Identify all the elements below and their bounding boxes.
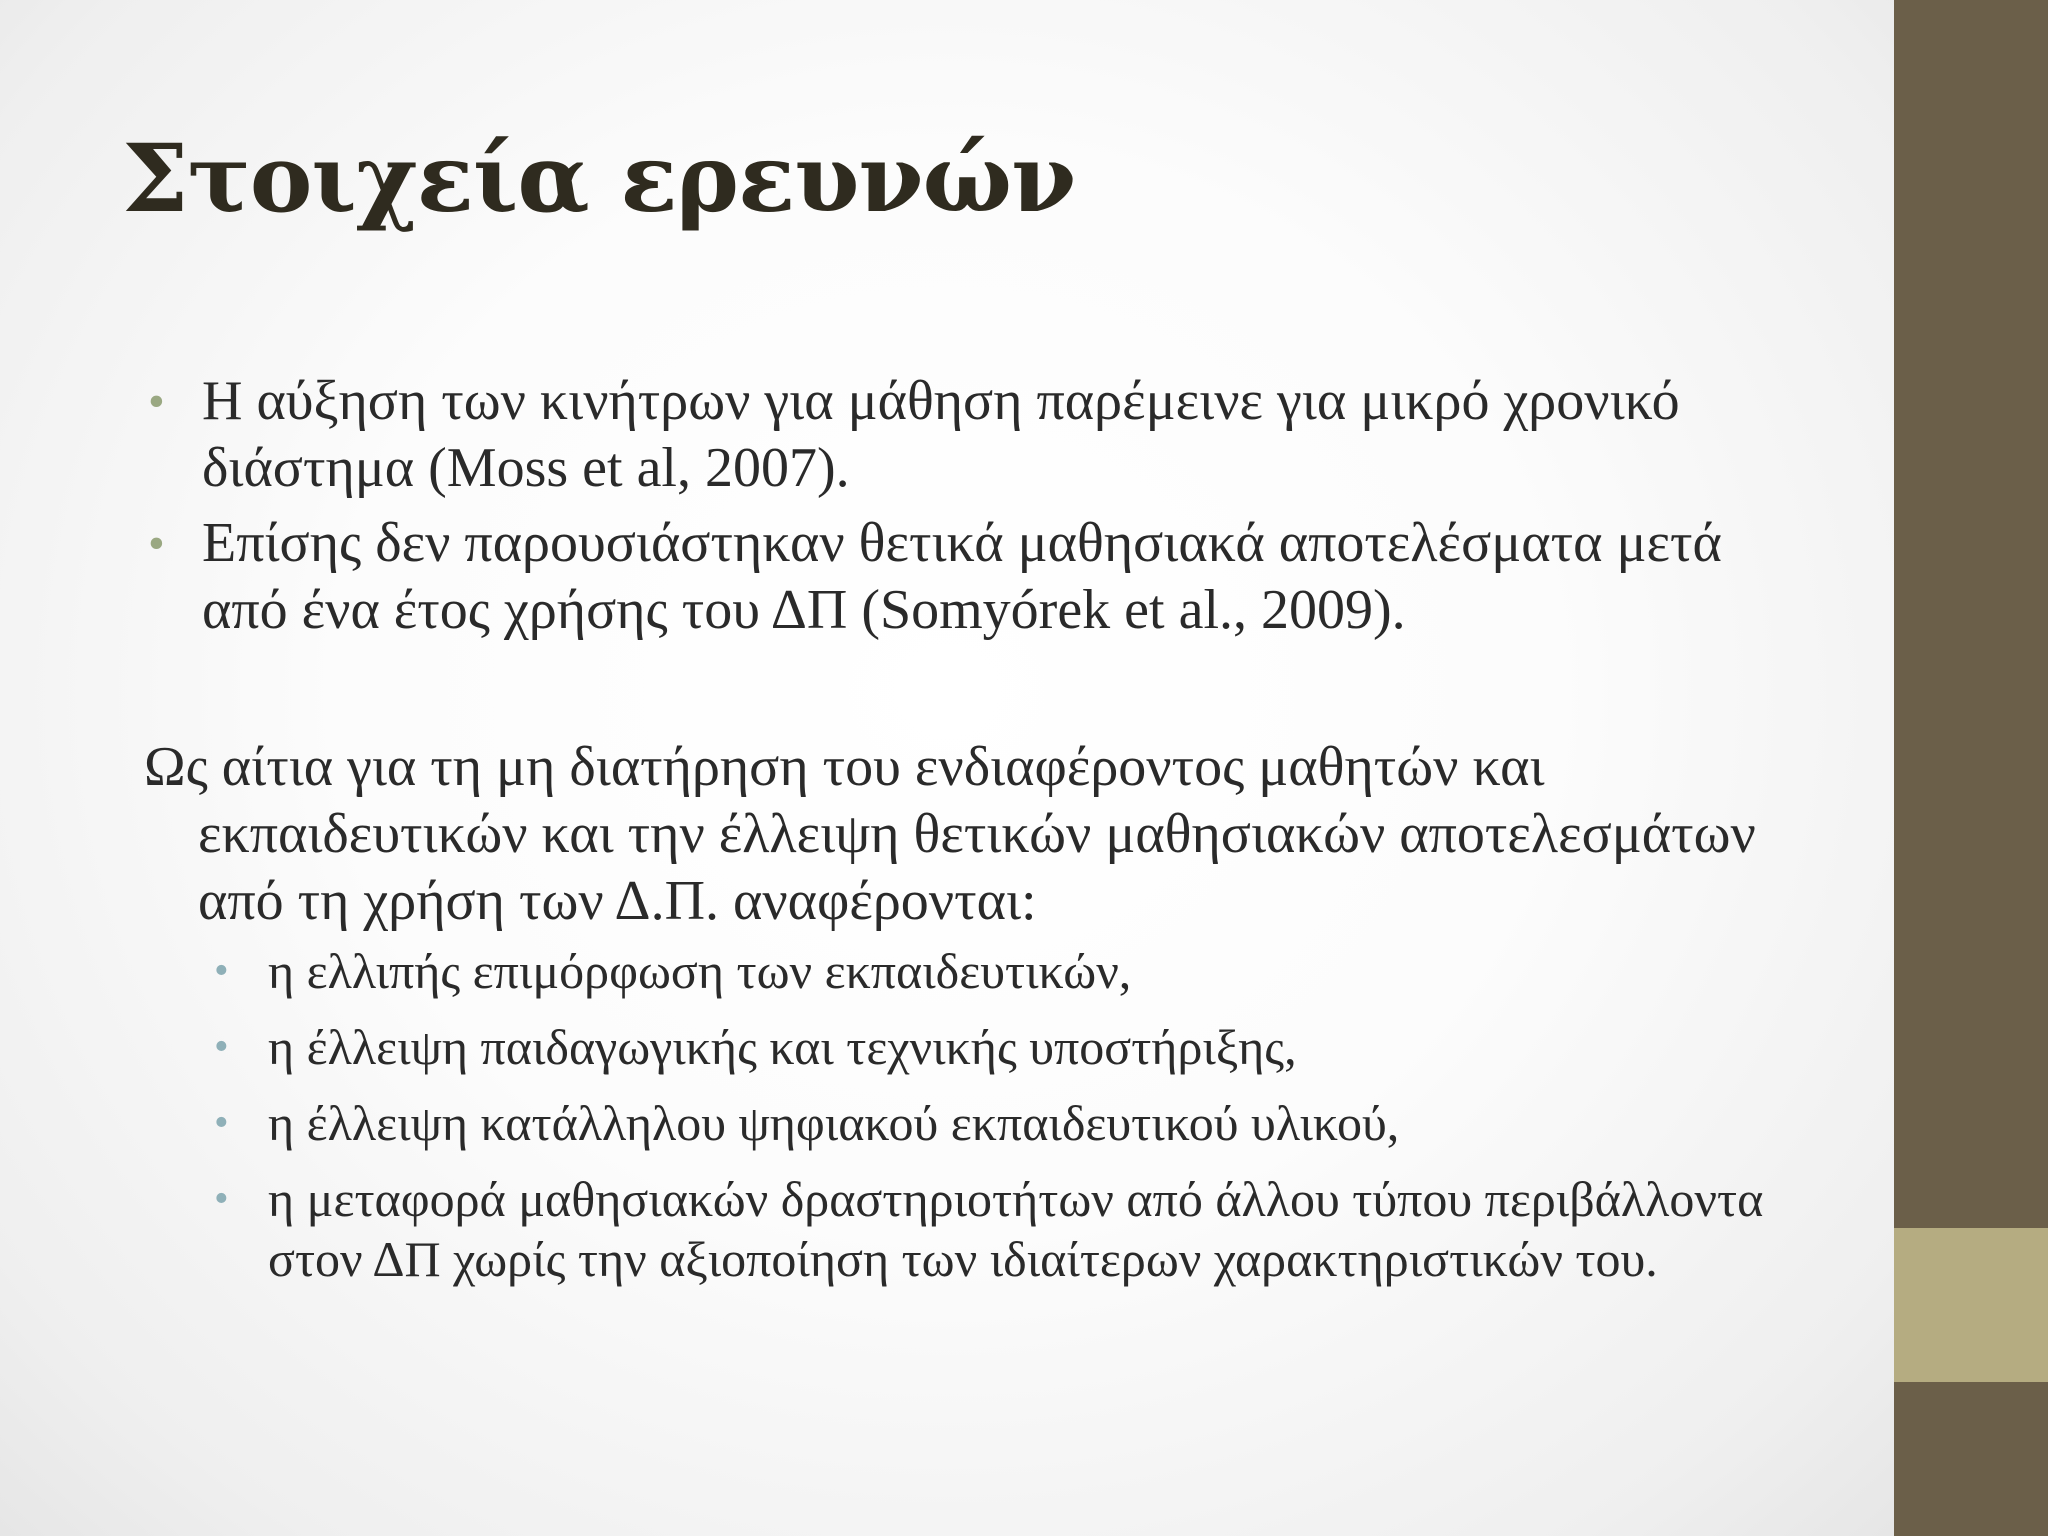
sub-bullet-marker: • — [214, 1024, 229, 1070]
side-accent-block — [1894, 1228, 2048, 1382]
sub-bullet-text: η έλλειψη κατάλληλου ψηφιακού εκπαιδευτικού υλικού, — [268, 1095, 1400, 1151]
sub-bullet-marker: • — [214, 1176, 229, 1222]
sub-bullet-item — [214, 941, 1788, 1001]
sub-bullet-text: η μεταφορά μαθησιακών δραστηριοτήτων από άλλου τύπου περιβάλλοντα στον ΔΠ χωρίς την αξιοποίηση των ιδιαίτερων χαρακτηριστικών του. — [268, 1171, 1764, 1287]
bullet-item — [148, 510, 1788, 644]
sub-bullet-item — [214, 1169, 1788, 1289]
sub-bullet-marker: • — [214, 1100, 229, 1146]
bullet-marker: • — [148, 375, 165, 428]
sub-bullet-item — [214, 1093, 1788, 1153]
sub-bullet-marker: • — [214, 948, 229, 994]
bullet-marker: • — [148, 517, 165, 570]
bullet-text: Η αύξηση των κινήτρων για μάθηση παρέμεινε για μικρό χρονικό διάστημα (Moss et al, 2007). — [202, 370, 1680, 499]
causes-list — [214, 941, 1788, 1289]
bullet-text: Επίσης δεν παρουσιάστηκαν θετικά μαθησιακά αποτελέσματα μετά από ένα έτος χρήσης του ΔΠ (Somyórek et al., 2009). — [202, 512, 1722, 641]
sub-bullet-text: η ελλιπής επιμόρφωση των εκπαιδευτικών, — [268, 943, 1132, 999]
slide-content — [144, 368, 1788, 1305]
sub-bullet-item — [214, 1017, 1788, 1077]
slide-title: Στοιχεία ερευνών — [122, 124, 1076, 234]
sub-bullet-text: η έλλειψη παιδαγωγικής και τεχνικής υποστήριξης, — [268, 1019, 1297, 1075]
causes-paragraph: Ως αίτια για τη μη διατήρηση του ενδιαφέροντος μαθητών και εκπαιδευτικών και την έλλειψη θετικών μαθησιακών αποτελεσμάτων από τη χρήση των Δ.Π. αναφέρονται: — [144, 736, 1756, 932]
bullet-item — [148, 368, 1788, 502]
